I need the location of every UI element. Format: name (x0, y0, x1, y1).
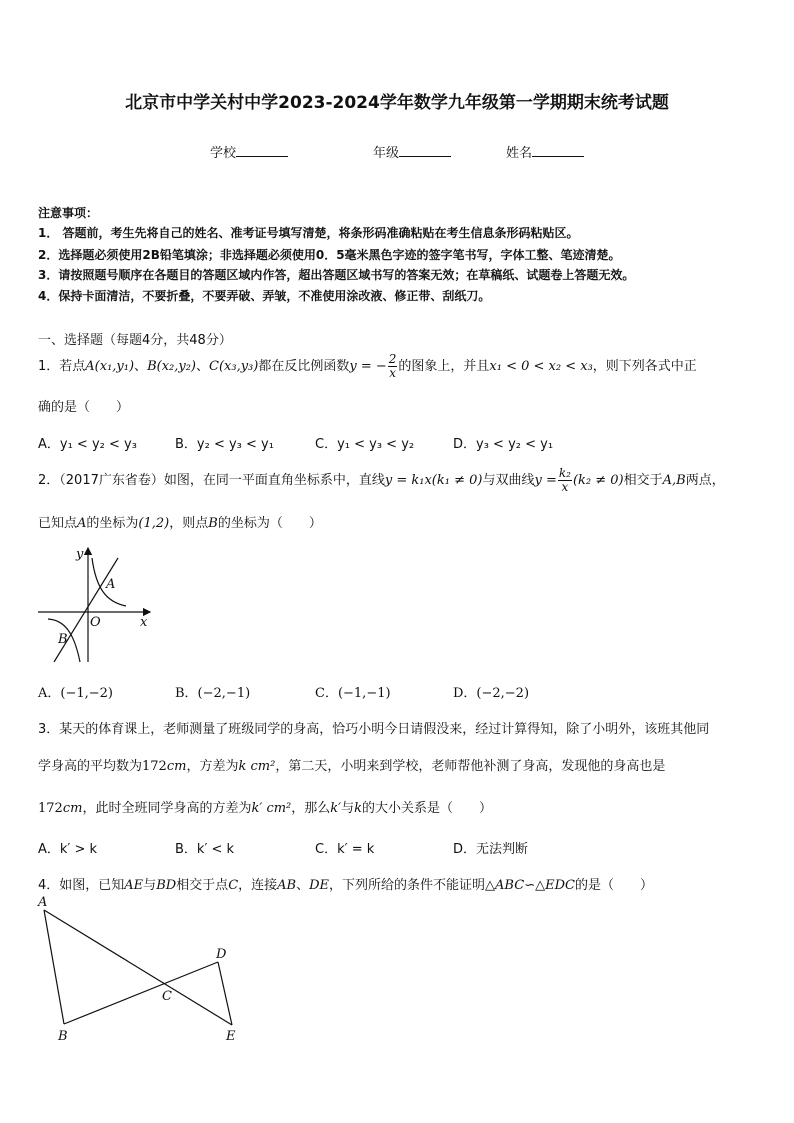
q3-text-d: ，此时全班同学身高的方差为 (82, 801, 252, 816)
grade-label: 年级 (373, 146, 400, 161)
q2-figure (34, 544, 156, 668)
q4-text-f: ，下列所给的条件不能证明△ (329, 878, 496, 893)
y-axis-label: y (76, 547, 84, 562)
q3-mean-value: 172 (142, 759, 167, 774)
q4-text-a: 4．如图，已知 (38, 878, 125, 893)
question-2-line-1 (38, 466, 725, 496)
grade-blank[interactable] (399, 144, 451, 157)
q3-height-value: 172 (38, 801, 63, 816)
section-heading: 一、选择题（每题4分，共48分） (38, 333, 232, 348)
q3-option-b[interactable]: B．k′ < k (175, 842, 235, 857)
question-3-line-2 (38, 755, 665, 774)
segment-b-to-d (64, 962, 218, 1024)
point-b-label: B (58, 632, 68, 647)
q1-sep-1: 、 (134, 359, 148, 374)
q2-option-a[interactable]: A．(−1,−2) (38, 686, 113, 701)
q3-text-e: ，那么 (291, 801, 331, 816)
segment-a-b (44, 910, 64, 1024)
q4-text-d: ，连接 (238, 878, 278, 893)
name-label: 姓名 (506, 146, 533, 161)
vertex-e-label: E (226, 1029, 236, 1044)
q2-option-b[interactable]: B．(−2,−1) (175, 686, 251, 701)
q4-text-c: 相交于点 (176, 878, 229, 893)
q2-hyperbola-lhs: y = (534, 473, 557, 488)
q2-text-c: ，则点 (169, 516, 209, 531)
q2-line-equation: y = k₁x(k₁ ≠ 0) (384, 473, 483, 488)
origin-label: O (90, 615, 101, 630)
q2-mid: 与双曲线 (482, 473, 535, 488)
school-label: 学校 (210, 146, 237, 161)
q2-coordinate: (1,2) (138, 516, 170, 531)
q2-point-a: A (77, 516, 87, 531)
q1-condition: x₁ < 0 < x₂ < x₃ (489, 359, 593, 374)
q4-text-g: ∽△ (524, 878, 546, 893)
q3-text-c: ，第二天，小明来到学校，老师帮他补测了身高，发现他的身高也是 (275, 759, 666, 774)
q1-point-a: A(x₁,y₁) (85, 359, 135, 374)
q1-point-c: C(x₃,y₃) (209, 359, 259, 374)
q3-text-f: 与 (341, 801, 355, 816)
q4-text-h: 的是（ ） (574, 878, 653, 893)
q2-option-c[interactable]: C．(−1,−1) (315, 686, 391, 701)
q1-point-b: B(x₂,y₂) (147, 359, 196, 374)
q3-option-c[interactable]: C．k′ = k (315, 842, 375, 857)
q3-text-b: ，方差为 (186, 759, 239, 774)
q1-mid-2: 的图象上，并且 (398, 359, 490, 374)
segment-d-e (218, 962, 232, 1025)
q1-function-fraction (388, 353, 398, 379)
q3-unit-cm: cm (166, 759, 187, 774)
q2-text-a: 已知点 (38, 516, 78, 531)
question-1-line-1 (38, 352, 697, 382)
q3-option-d[interactable]: D．无法判断 (453, 842, 529, 857)
name-blank[interactable] (532, 144, 584, 157)
q4-triangle-edc: EDC (545, 878, 575, 893)
q1-function-lhs: y = − (349, 359, 387, 374)
q4-segment-bd: BD (156, 878, 177, 893)
q2-point-b: B (208, 516, 218, 531)
q3-kprime-ref: k′ (330, 801, 342, 816)
q2-fraction-numerator: k₂ (558, 466, 571, 481)
q1-pre: 1．若点 (38, 359, 86, 374)
q2-end-2: 两点， (685, 473, 725, 488)
q4-text-e: 、 (296, 878, 310, 893)
q1-fraction-denominator: x (389, 366, 396, 380)
q4-triangle-abc: ABC (495, 878, 525, 893)
vertex-a-label: A (38, 895, 48, 910)
q3-text-a: 学身高的平均数为 (38, 759, 143, 774)
q1-option-a[interactable]: A．y₁ < y₂ < y₃ (38, 437, 137, 452)
q4-text-b: 与 (143, 878, 157, 893)
q2-hyperbola-fraction (558, 467, 572, 493)
q4-figure (32, 894, 244, 1046)
q3-unit-cm2: cm² (250, 759, 276, 774)
q4-segment-ae: AE (124, 878, 144, 893)
q2-text-b: 的坐标为 (86, 516, 139, 531)
q2-end: 相交于 (623, 473, 663, 488)
question-1-line-2: 确的是（ ） (38, 400, 130, 415)
q1-option-d[interactable]: D．y₃ < y₂ < y₁ (453, 437, 554, 452)
note-item-4: 4．保持卡面清洁，不要折叠，不要弄破、弄皱，不准使用涂改液、修正带、刮纸刀。 (38, 289, 491, 303)
question-3-line-3 (38, 797, 492, 816)
q2-points-ab: A,B (662, 473, 686, 488)
question-3-line-1: 3．某天的体育课上，老师测量了班级同学的身高，恰巧小明今日请假没来，经过计算得知，除了小明外，该班其他同 (38, 722, 710, 737)
q1-sep-2: 、 (196, 359, 210, 374)
note-item-2: 2．选择题必须使用2B铅笔填涂；非选择题必须使用0．5毫米黑色字迹的签字笔书写，字体工整、笔迹清楚。 (38, 248, 621, 262)
vertex-c-label: C (162, 989, 172, 1004)
point-a-label: A (106, 577, 116, 592)
page-title: 北京市中学关村中学2023-2024学年数学九年级第一学期期末统考试题 (125, 93, 669, 113)
vertex-b-label: B (58, 1029, 68, 1044)
q3-height-unit: cm (62, 801, 83, 816)
q2-text-d: 的坐标为（ ） (217, 516, 322, 531)
q4-point-c: C (228, 878, 239, 893)
q2-option-d[interactable]: D．(−2,−2) (453, 686, 530, 701)
q1-option-c[interactable]: C．y₁ < y₃ < y₂ (315, 437, 415, 452)
note-item-1: 1． 答题前，考生先将自己的姓名、准考证号填写清楚，将条形码准确粘贴在考生信息条形码粘贴区。 (38, 226, 579, 240)
x-axis-label: x (140, 615, 148, 630)
q4-segment-de: DE (309, 878, 330, 893)
q2-pre: 2．（2017广东省卷）如图，在同一平面直角坐标系中，直线 (38, 473, 385, 488)
note-item-3: 3．请按照题号顺序在各题目的答题区域内作答，超出答题区域书写的答案无效；在草稿纸、试题卷上答题无效。 (38, 268, 635, 282)
q3-variance-k: k (238, 759, 247, 774)
q2-fraction-denominator: x (561, 480, 569, 494)
name-field[interactable] (506, 142, 584, 161)
q1-end: ，则下列各式中正 (592, 359, 697, 374)
school-field[interactable] (210, 142, 288, 161)
q2-hyperbola-condition: (k₂ ≠ 0) (572, 473, 624, 488)
vertex-d-label: D (216, 947, 227, 962)
q1-fraction-numerator: 2 (388, 352, 397, 367)
q3-variance-kprime: k′ (251, 801, 263, 816)
q3-unit-cm2-2: cm² (266, 801, 292, 816)
grade-field[interactable] (373, 142, 451, 161)
question-4-line-1 (38, 874, 653, 893)
q4-segment-ab: AB (277, 878, 297, 893)
notes-heading: 注意事项： (38, 206, 99, 220)
q3-k-ref: k (354, 801, 363, 816)
question-2-line-2 (38, 512, 322, 531)
q3-option-a[interactable]: A．k′ > k (38, 842, 98, 857)
q1-mid: 都在反比例函数 (258, 359, 350, 374)
q1-option-b[interactable]: B．y₂ < y₃ < y₁ (175, 437, 274, 452)
school-blank[interactable] (236, 144, 288, 157)
q3-text-g: 的大小关系是（ ） (362, 801, 493, 816)
